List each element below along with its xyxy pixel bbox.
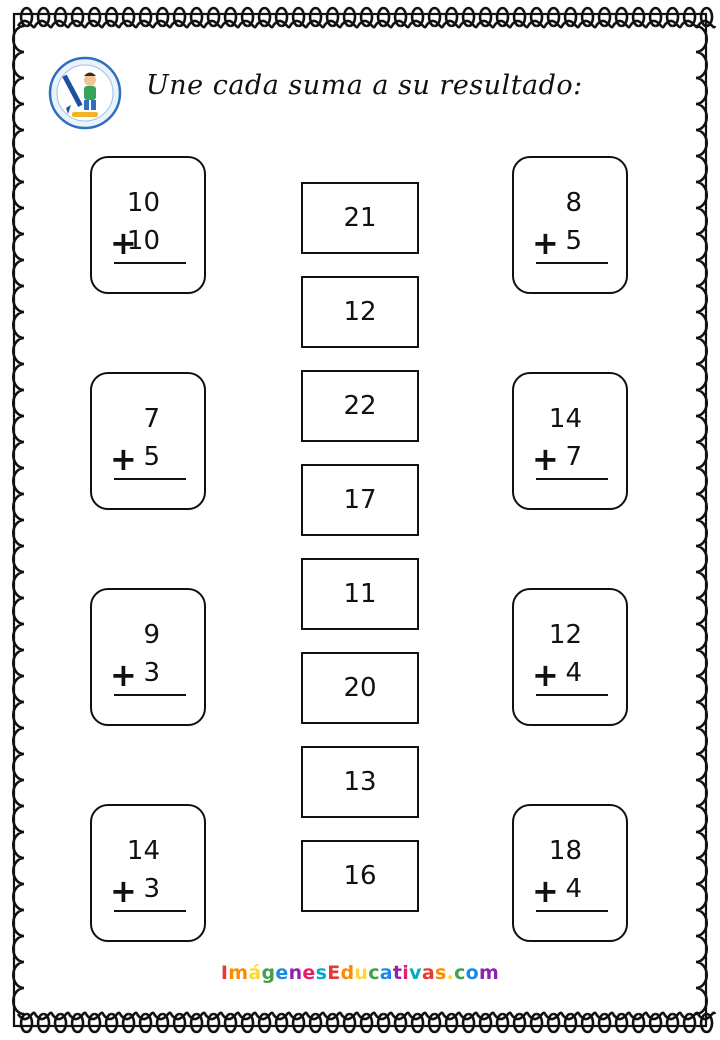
addend-bottom: 4 [565, 658, 582, 688]
answer-box-6: 20 [301, 652, 419, 724]
addend-top: 8 [565, 188, 582, 218]
sum-line [114, 262, 186, 264]
sum-line [536, 910, 608, 912]
sum-card-right-3 [512, 588, 628, 726]
sum-line [536, 694, 608, 696]
addend-bottom: 5 [143, 442, 160, 472]
plus-sign: + [532, 224, 559, 262]
addend-top: 18 [548, 836, 582, 866]
plus-sign: + [110, 440, 137, 478]
addend-bottom: 3 [143, 658, 160, 688]
sum-card-right-4 [512, 804, 628, 942]
addend-bottom: 3 [143, 874, 160, 904]
footer-website [0, 962, 720, 984]
addend-top: 14 [126, 836, 160, 866]
sum-card-left-4 [90, 804, 206, 942]
plus-sign: + [110, 656, 137, 694]
addend-top: 12 [548, 620, 582, 650]
answer-box-2: 12 [301, 276, 419, 348]
sum-line [114, 478, 186, 480]
sum-line [536, 478, 608, 480]
sum-card-right-1 [512, 156, 628, 294]
sum-line [114, 910, 186, 912]
footer-website-text: ImágenesEducativas.com [220, 962, 500, 984]
sum-card-left-1 [90, 156, 206, 294]
answer-box-4: 17 [301, 464, 419, 536]
answer-box-1: 21 [301, 182, 419, 254]
sum-card-left-3 [90, 588, 206, 726]
plus-sign: + [532, 656, 559, 694]
plus-sign: + [110, 224, 137, 262]
plus-sign: + [110, 872, 137, 910]
sum-card-left-2 [90, 372, 206, 510]
addend-top: 14 [548, 404, 582, 434]
plus-sign: + [532, 440, 559, 478]
answer-box-5: 11 [301, 558, 419, 630]
addend-top: 9 [143, 620, 160, 650]
answer-box-7: 13 [301, 746, 419, 818]
sum-card-right-2 [512, 372, 628, 510]
addend-bottom: 10 [126, 226, 160, 256]
sum-line [536, 262, 608, 264]
addend-top: 7 [143, 404, 160, 434]
addend-bottom: 4 [565, 874, 582, 904]
worksheet-title: Une cada suma a su resultado: [146, 70, 583, 101]
answer-box-8: 16 [301, 840, 419, 912]
addend-bottom: 5 [565, 226, 582, 256]
plus-sign: + [532, 872, 559, 910]
addend-bottom: 7 [565, 442, 582, 472]
sum-line [114, 694, 186, 696]
addend-top: 10 [126, 188, 160, 218]
answer-box-3: 22 [301, 370, 419, 442]
site-logo-icon [48, 56, 122, 130]
